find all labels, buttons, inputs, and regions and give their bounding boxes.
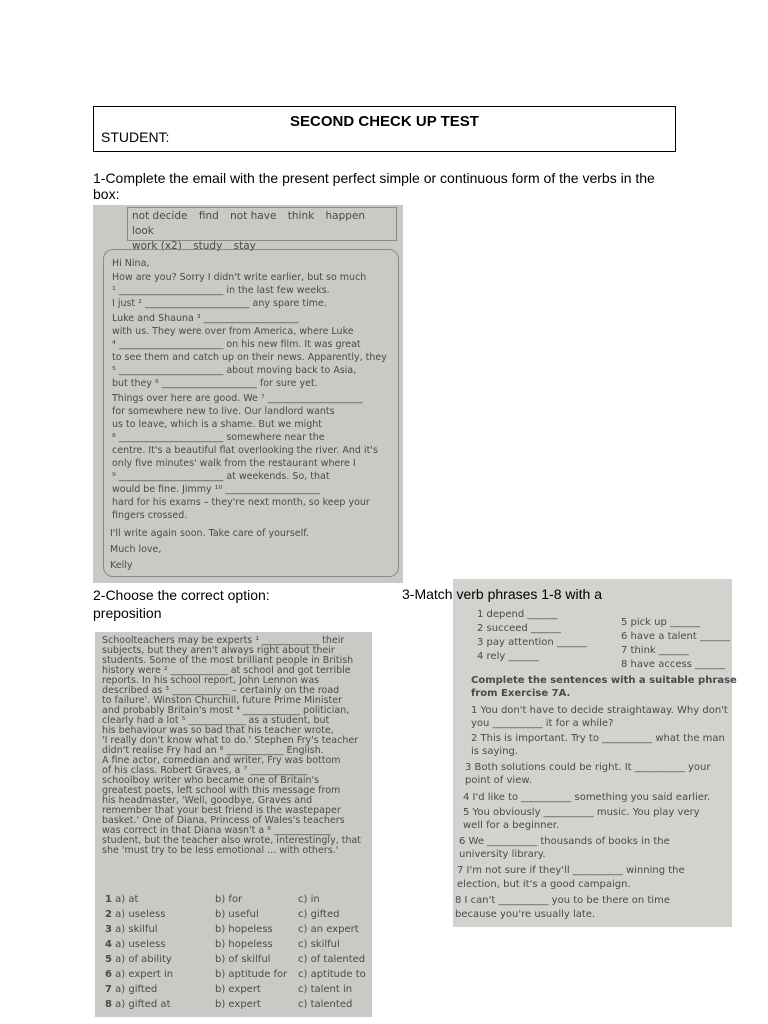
option-number: 6 (105, 969, 112, 980)
sentence-line: you __________ it for a while? (471, 718, 614, 729)
option-c: c) of talented (298, 954, 366, 965)
word: not decide (132, 210, 188, 222)
passage-line: was correct in that Diana wasn't a ⁸ ____________ (102, 825, 332, 836)
sentence-line: university library. (459, 849, 546, 860)
email-line: ⁸ ______________________ somewhere near the (112, 432, 325, 443)
email-line: Hi Nina, (112, 258, 150, 269)
passage-line: 'I really don't know what to do.' Stephen Fry's teacher (102, 735, 359, 746)
passage-line: reports. In his school report, John Lennon was (102, 675, 320, 686)
email-line: I'll write again soon. Take care of yourself. (110, 528, 309, 539)
option-a: a) useless (115, 909, 166, 920)
passage-line: didn't realise Fry had an ⁶ ____________ English. (102, 745, 324, 756)
option-a: a) expert in (115, 969, 174, 980)
option-c: c) in (298, 894, 320, 905)
email-exercise-image (93, 205, 403, 583)
option-b: b) hopeless (215, 939, 273, 950)
email-line: fingers crossed. (112, 510, 188, 521)
passage-line: student, but the teacher also wrote, interestingly, that (102, 835, 362, 846)
email-line: hard for his exams – they're next month, so keep your (112, 497, 370, 508)
email-line: would be fine. Jimmy ¹⁰ ____________________ (112, 484, 321, 495)
option-number: 8 (105, 999, 112, 1010)
email-line: Luke and Shauna ³ ____________________ (112, 313, 299, 324)
phrase-item: 4 rely ______ (477, 651, 539, 662)
sentence-line: 3 Both solutions could be right. It __________ your (465, 762, 711, 773)
option-number: 2 (105, 909, 112, 920)
passage-line: his headmaster, 'Well, goodbye, Graves and (102, 795, 313, 806)
email-line: Kelly (110, 560, 133, 571)
word: happen (325, 210, 366, 222)
page-title: SECOND CHECK UP TEST (290, 113, 479, 130)
option-c: c) skilful (298, 939, 340, 950)
option-c: c) talented (298, 999, 353, 1010)
sentence-line: 4 I'd like to __________ something you said earlier. (463, 792, 711, 803)
phrase-item: 7 think ______ (621, 645, 689, 656)
verb-word-box (127, 207, 397, 252)
sentence-line: election, but it's a good campaign. (457, 879, 631, 890)
passage-line: clearly had a lot ⁵ ____________ as a student, but (102, 715, 330, 726)
sentence-line: point of view. (465, 775, 532, 786)
passage-line: described as ³ ____________ – certainly on the road (102, 685, 340, 696)
option-b: b) expert (215, 999, 261, 1010)
email-card (103, 249, 399, 577)
email-line: to see them and catch up on their news. Apparently, they (112, 352, 387, 363)
word: think (287, 210, 315, 222)
option-b: b) aptitude for (215, 969, 288, 980)
option-number: 7 (105, 984, 112, 995)
email-line: centre. It's a beautiful flat overlooking the river. And it's (112, 445, 378, 456)
phrase-item: 3 pay attention ______ (477, 637, 587, 648)
passage-line: history were ² ____________ at school and got terrible (102, 665, 351, 676)
email-line: Much love, (110, 544, 162, 555)
word: find (198, 210, 219, 222)
passage-line: his behaviour was so bad that his teacher wrote, (102, 725, 334, 736)
passage-line: remember that your best friend is the wastepaper (102, 805, 341, 816)
option-a: a) at (115, 894, 139, 905)
word: look (132, 225, 154, 237)
sentence-line: 5 You obviously __________ music. You play very (463, 807, 700, 818)
sentence-line: 2 This is important. Try to __________ what the man (471, 733, 725, 744)
email-line: only five minutes' walk from the restaurant where I (112, 458, 356, 469)
option-a: a) gifted (115, 984, 158, 995)
option-number: 5 (105, 954, 112, 965)
option-number: 4 (105, 939, 112, 950)
passage-line: to failure'. Winston Churchill, future Prime Minister (102, 695, 342, 706)
email-line: ⁹ ______________________ at weekends. So, that (112, 471, 330, 482)
exercise-heading: from Exercise 7A. (471, 688, 571, 699)
option-a: a) of ability (115, 954, 172, 965)
email-line: ⁴ ______________________ on his new film. It was great (112, 339, 361, 350)
option-b: b) for (215, 894, 243, 905)
option-number: 3 (105, 924, 112, 935)
sentence-line: 8 I can't __________ you to be there on time (455, 895, 670, 906)
phrase-item: 5 pick up ______ (621, 617, 700, 628)
option-b: b) useful (215, 909, 259, 920)
passage-line: and probably Britain's most ⁴ ____________ politician, (102, 705, 350, 716)
email-line: ¹ ______________________ in the last few weeks. (112, 285, 330, 296)
option-c: c) aptitude to (298, 969, 366, 980)
phrase-item: 6 have a talent ______ (621, 631, 730, 642)
phrase-item: 2 succeed ______ (477, 623, 561, 634)
word: not have (230, 210, 277, 222)
exercise-heading: Complete the sentences with a suitable phrase (471, 675, 737, 686)
option-c: c) talent in (298, 984, 353, 995)
sentence-line: well for a beginner. (463, 820, 560, 831)
email-line: Things over here are good. We ⁷ ____________________ (112, 393, 363, 404)
email-line: us to leave, which is a shame. But we might (112, 419, 323, 430)
passage-line: subjects, but they aren't always right about their (102, 645, 335, 656)
phrase-item: 8 have access ______ (621, 659, 726, 670)
student-label: STUDENT: (101, 129, 170, 145)
email-line: with us. They were over from America, where Luke (112, 326, 354, 337)
passage-line: A fine actor, comedian and writer, Fry was bottom (102, 755, 341, 766)
sentence-line: 7 I'm not sure if they'll __________ winning the (457, 865, 685, 876)
email-line: ⁵ ______________________ about moving back to Asia, (112, 365, 357, 376)
passage-exercise-image (95, 632, 372, 1017)
sentence-line: is saying. (471, 746, 519, 757)
option-b: b) expert (215, 984, 261, 995)
sentence-line: 6 We __________ thousands of books in the (459, 836, 670, 847)
match-exercise-image (453, 579, 737, 927)
option-number: 1 (105, 894, 112, 905)
email-line: I just ² ______________________ any spare time. (112, 298, 327, 309)
passage-line: of his class. Robert Graves, a ⁷ ____________ (102, 765, 308, 776)
passage-line: basket.' One of Diana, Princess of Wales's teachers (102, 815, 345, 826)
passage-line: schoolboy writer who became one of Britain's (102, 775, 320, 786)
sentence-line: 1 You don't have to decide straightaway. Why don't (471, 705, 728, 716)
option-a: a) useless (115, 939, 166, 950)
word: stay (233, 240, 256, 252)
phrase-item: 1 depend ______ (477, 609, 558, 620)
option-c: c) gifted (298, 909, 340, 920)
option-a: a) gifted at (115, 999, 171, 1010)
sentence-line: because you're usually late. (455, 909, 596, 920)
passage-line: greatest poets, left school with this message from (102, 785, 341, 796)
passage-line: Schoolteachers may be experts ¹ ____________ their (102, 635, 345, 646)
passage-line: students. Some of the most brilliant people in British (102, 655, 354, 666)
email-line: for somewhere new to live. Our landlord wants (112, 406, 335, 417)
option-b: b) of skilful (215, 954, 271, 965)
email-line: but they ⁶ ____________________ for sure yet. (112, 378, 318, 389)
email-line: How are you? Sorry I didn't write earlier, but so much (112, 272, 367, 283)
passage-line: she 'must try to be less emotional ... with others.' (102, 845, 339, 856)
option-b: b) hopeless (215, 924, 273, 935)
option-a: a) skilful (115, 924, 158, 935)
word: work (x2) (132, 240, 182, 252)
question-2-instruction: 2-Choose the correct option: preposition (93, 587, 270, 621)
question-1-instruction: 1-Complete the email with the present perfect simple or continuous form of the verbs in the box: (93, 170, 655, 202)
option-c: c) an expert (298, 924, 359, 935)
question-3-instruction: 3-Match verb phrases 1-8 with a (402, 586, 602, 602)
word: study (193, 240, 223, 252)
test-header (93, 106, 676, 152)
